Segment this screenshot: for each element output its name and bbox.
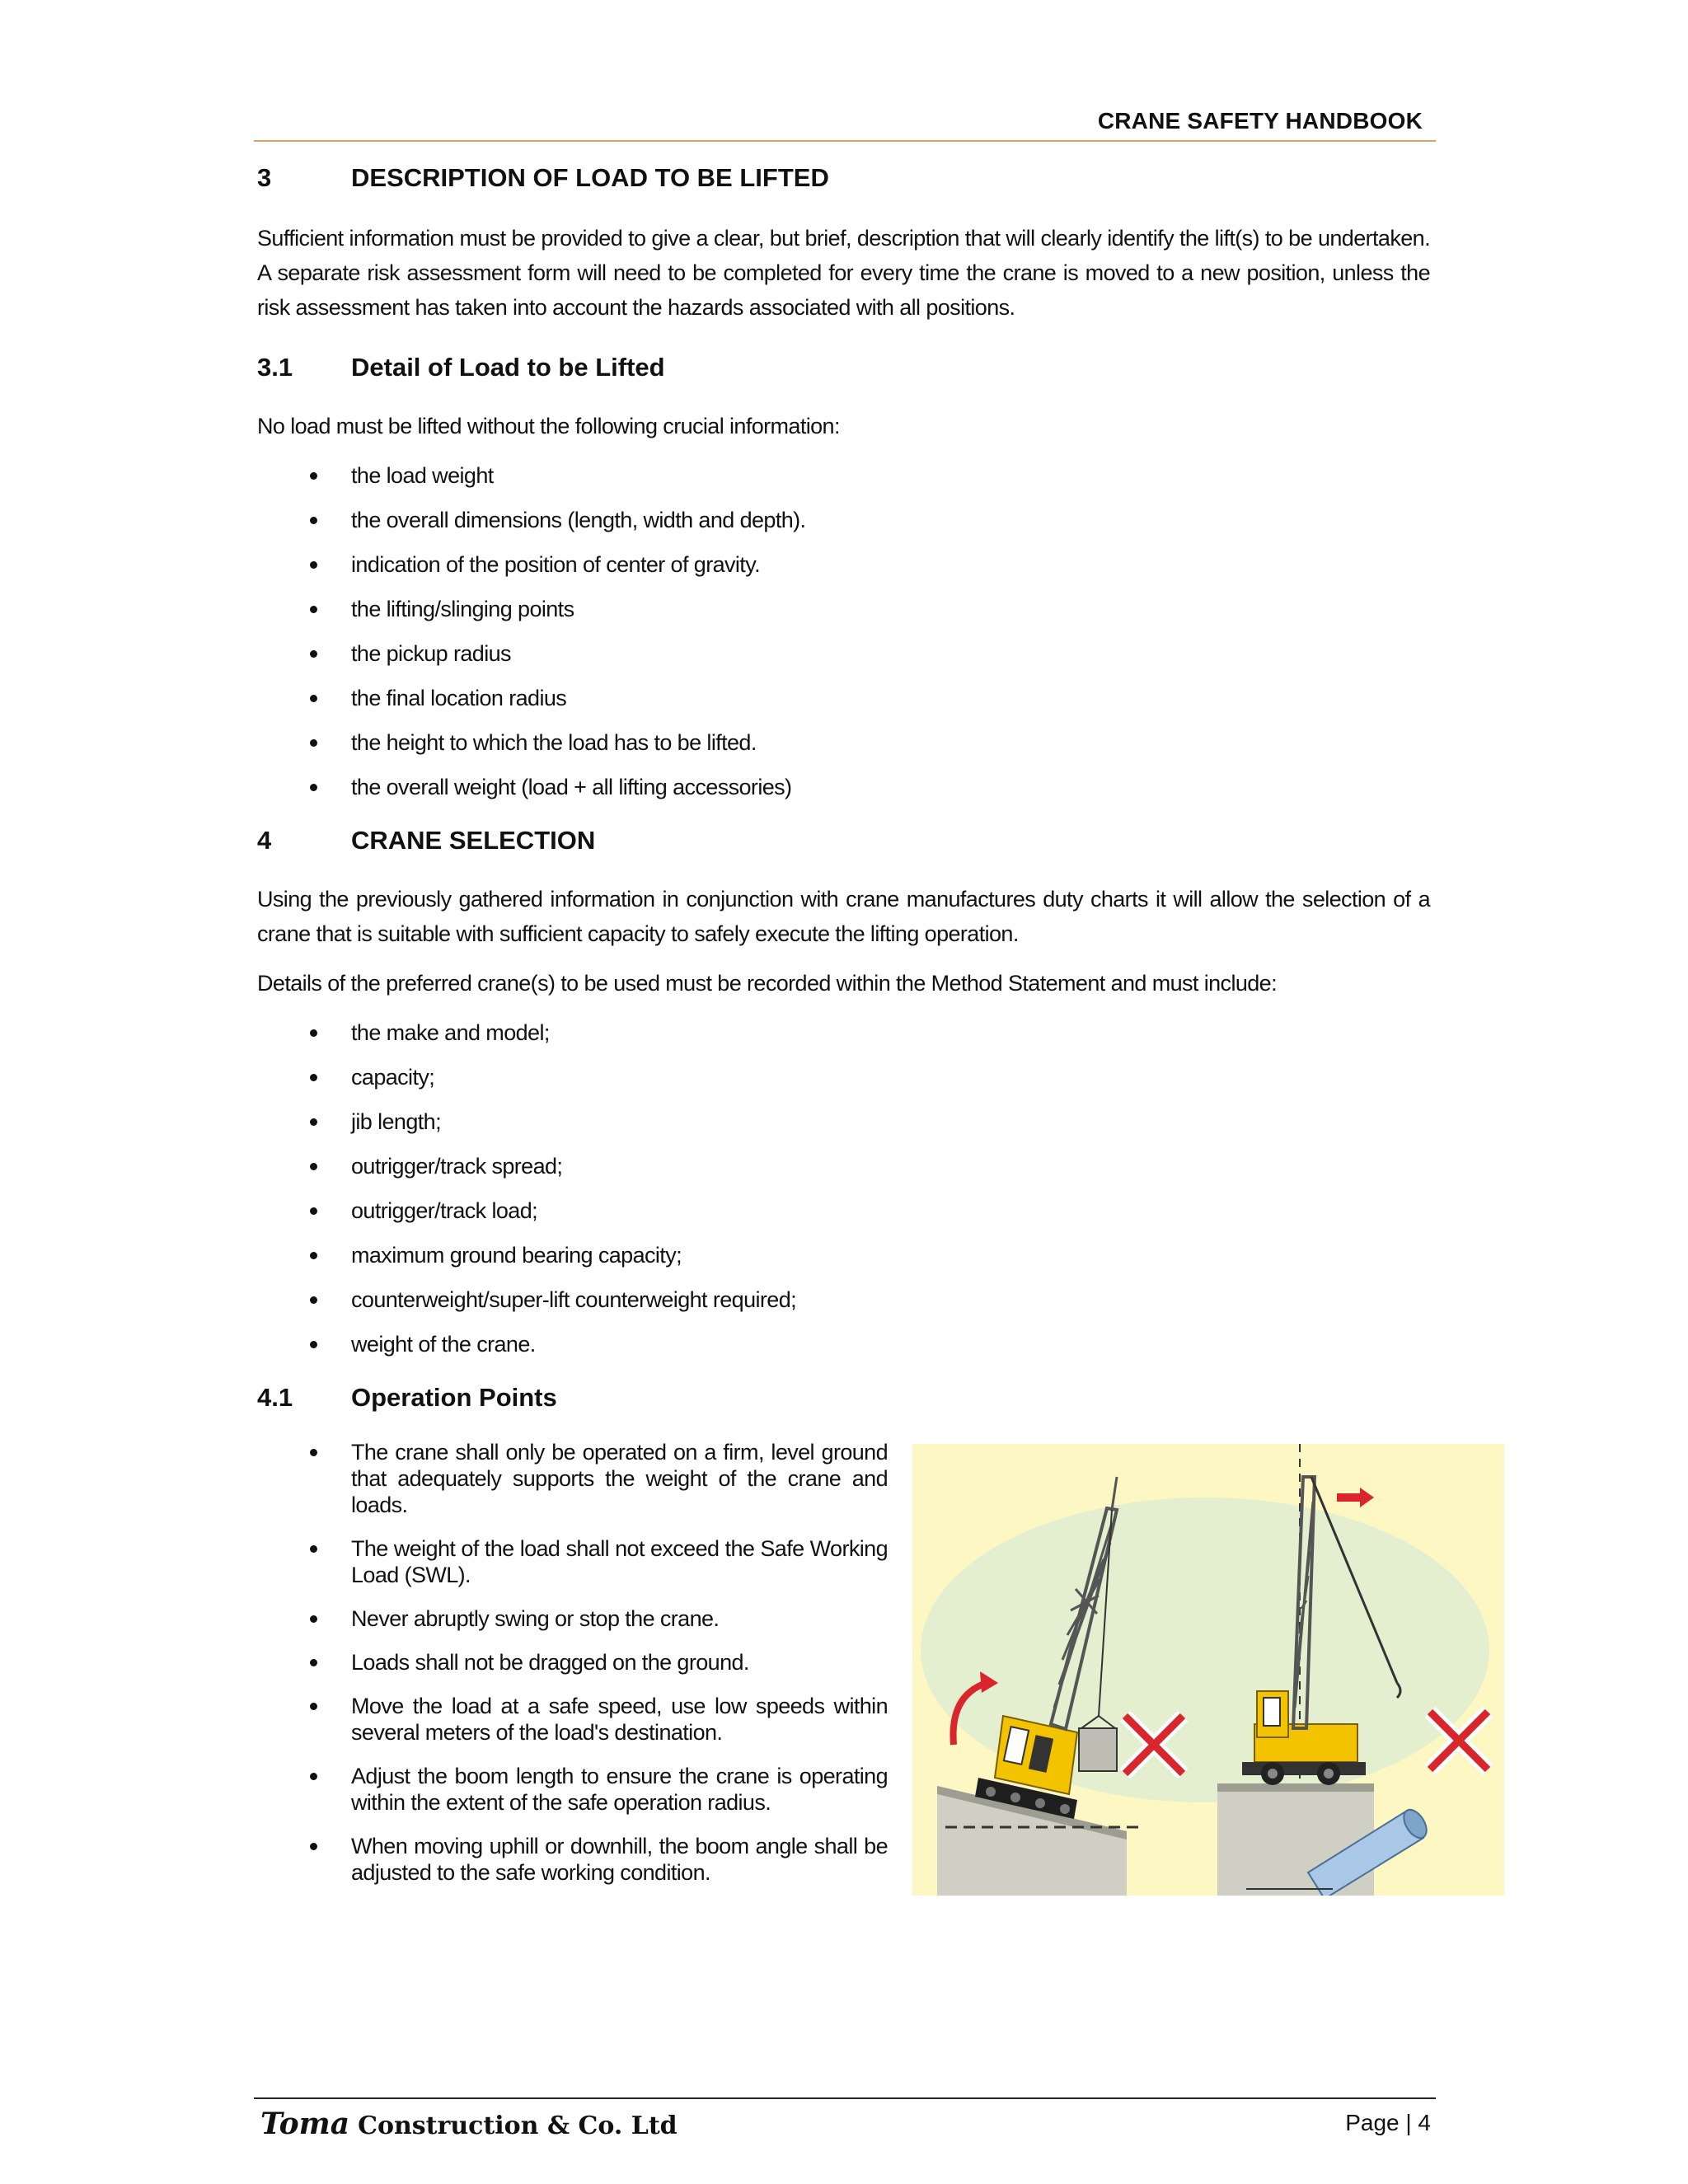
list-item: outrigger/track spread;: [257, 1149, 796, 1193]
list-item: outrigger/track load;: [257, 1193, 796, 1238]
company-brand: Toma: [260, 2107, 350, 2141]
list-item: the lifting/slinging points: [257, 592, 805, 636]
list-item: Loads shall not be dragged on the ground.: [257, 1649, 888, 1675]
section-4-paragraph-2: Details of the preferred crane(s) to be used must be recorded within the Method Statement and must include:: [257, 971, 1277, 996]
section-title: Detail of Load to be Lifted: [351, 353, 665, 382]
section-number: 3: [257, 163, 272, 192]
header-rule: [254, 140, 1436, 142]
list-item: Move the load at a safe speed, use low speeds within several meters of the load's destination.: [257, 1693, 888, 1746]
load-info-list: [257, 458, 805, 814]
list-item: maximum ground bearing capacity;: [257, 1238, 796, 1282]
section-3-paragraph: Sufficient information must be provided to give a clear, but brief, description that will clearly identify the lift(s) to be undertaken. A separate risk assessment form will need to be completed for every time the crane is moved to a new position, unless the risk assessment has taken into account the hazards associated with all positions.: [257, 226, 1430, 320]
page-number: Page | 4: [1345, 2110, 1431, 2135]
list-item: the load weight: [257, 458, 805, 503]
footer-company: [260, 2107, 678, 2141]
company-name: Construction & Co. Ltd: [358, 2111, 678, 2140]
footer-rule: [254, 2097, 1436, 2099]
list-item: indication of the position of center of gravity.: [257, 547, 805, 592]
list-item: the overall weight (load + all lifting accessories): [257, 770, 805, 814]
operation-points-list: [257, 1439, 888, 1903]
list-item: the overall dimensions (length, width and depth).: [257, 503, 805, 547]
list-item: counterweight/super-lift counterweight required;: [257, 1282, 796, 1327]
list-item: Never abruptly swing or stop the crane.: [257, 1605, 888, 1632]
list-item: the pickup radius: [257, 636, 805, 681]
list-item: weight of the crane.: [257, 1327, 796, 1371]
section-title: Operation Points: [351, 1383, 557, 1412]
list-item: Adjust the boom length to ensure the crane is operating within the extent of the safe operation radius.: [257, 1763, 888, 1816]
list-item: the final location radius: [257, 681, 805, 725]
section-3-1-intro: No load must be lifted without the following crucial information:: [257, 414, 840, 438]
list-item: the height to which the load has to be lifted.: [257, 725, 805, 770]
section-number: 4.1: [257, 1383, 293, 1412]
section-title: CRANE SELECTION: [351, 826, 596, 855]
list-item: When moving uphill or downhill, the boom angle shall be adjusted to the safe working condition.: [257, 1833, 888, 1886]
list-item: jib length;: [257, 1104, 796, 1149]
list-item: The weight of the load shall not exceed the Safe Working Load (SWL).: [257, 1535, 888, 1588]
crane-safety-illustration: [912, 1444, 1504, 1896]
list-item: The crane shall only be operated on a firm, level ground that adequately supports the weight of the crane and loads.: [257, 1439, 888, 1518]
list-item: capacity;: [257, 1060, 796, 1104]
section-number: 3.1: [257, 353, 293, 382]
running-header: CRANE SAFETY HANDBOOK: [1097, 108, 1423, 134]
crane-details-list: [257, 1015, 796, 1371]
section-title: DESCRIPTION OF LOAD TO BE LIFTED: [351, 163, 829, 192]
section-4-paragraph-1: Using the previously gathered information in conjunction with crane manufactures duty charts it will allow the selection of a crane that is suitable with sufficient capacity to safely execute the lifting operation.: [257, 887, 1430, 946]
list-item: the make and model;: [257, 1015, 796, 1060]
section-number: 4: [257, 826, 272, 855]
